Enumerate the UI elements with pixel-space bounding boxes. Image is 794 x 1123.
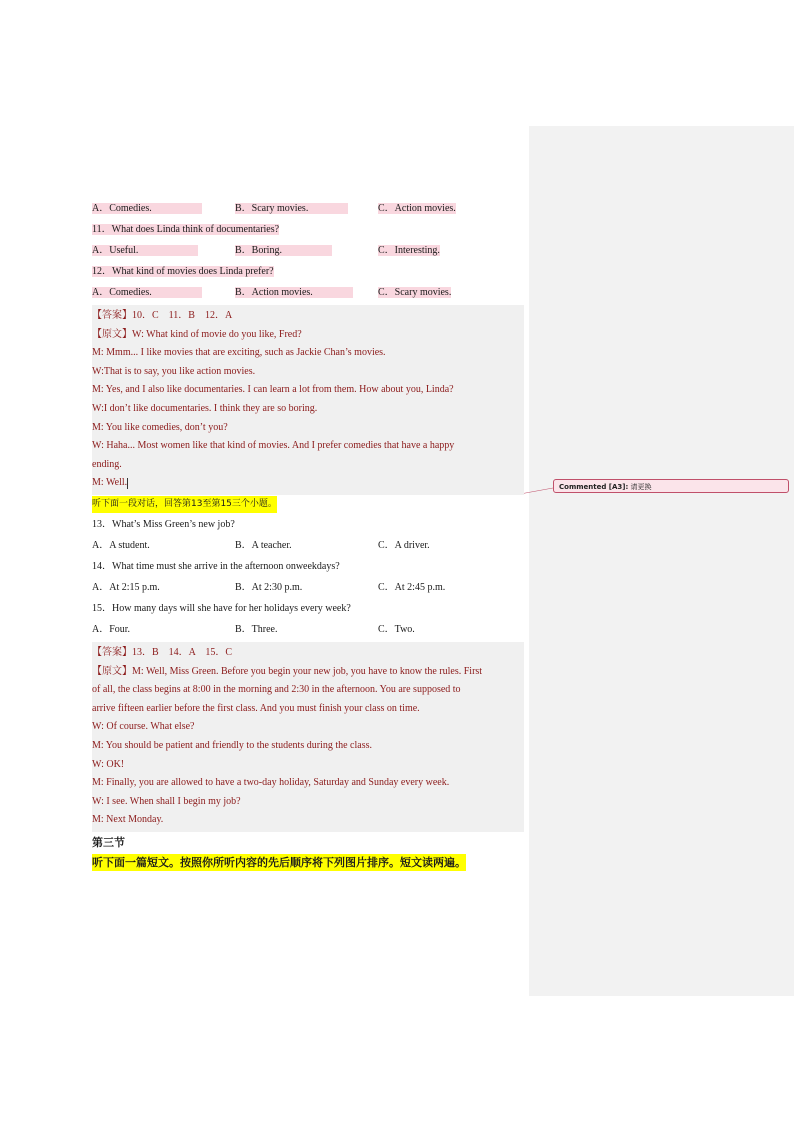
q11-option-a: A．Useful. xyxy=(92,245,139,256)
q12-option-b: B．Action movies. xyxy=(235,287,313,298)
q10-option-a: A．Comedies. xyxy=(92,203,152,214)
answer-tag-2: 【答案】 xyxy=(92,646,132,658)
transcript-line: M: Mmm... I like movies that are exciting, such as Jackie Chan’s movies. xyxy=(92,347,386,359)
instruction-row-3 xyxy=(92,854,524,875)
q14-option-a: A．At 2:15 p.m. xyxy=(92,581,160,593)
q14-options xyxy=(92,579,524,600)
q14-question: 14．What time must she arrive in the afternoon onweekdays? xyxy=(92,560,340,572)
answer-tag-1: 【答案】 xyxy=(92,310,132,321)
section-3-title: 第三节 xyxy=(92,835,125,849)
transcript-line: 【原文】W: What kind of movie do you like, Fred? xyxy=(92,328,302,340)
q12-option-a: A．Comedies. xyxy=(92,287,152,298)
comment-text: 请更换 xyxy=(630,483,652,491)
answer-text-2: 13．B 14．A 15．C xyxy=(132,646,233,658)
q11-question-row xyxy=(92,221,524,242)
transcript-line: ending. xyxy=(92,458,122,470)
transcript-line: W: Haha... Most women like that kind of movies. And I prefer comedies that have a happy xyxy=(92,440,455,452)
q11-option-b: B．Boring. xyxy=(235,245,282,256)
transcript-line: M: You should be patient and friendly to the students during the class. xyxy=(92,739,372,751)
q15-option-b: B．Three. xyxy=(235,623,278,635)
instruction-3: 听下面一篇短文。按照你所听内容的先后顺序将下列图片排序。短文读两遍。 xyxy=(92,855,466,869)
answer-block-1 xyxy=(92,305,524,495)
q12-option-c: C．Scary movies. xyxy=(378,287,452,298)
transcript-line: M: Finally, you are allowed to have a two-day holiday, Saturday and Sunday every week. xyxy=(92,777,450,789)
q10-option-b: B．Scary movies. xyxy=(235,203,309,214)
transcript-line: arrive fifteen earlier before the first class. And you must finish your class on time. xyxy=(92,702,420,714)
transcript-line: M: Yes, and I also like documentaries. I can learn a lot from them. How about you, Linda? xyxy=(92,384,454,396)
q11-question: 11．What does Linda think of documentaries? xyxy=(92,224,280,235)
q13-options xyxy=(92,537,524,558)
q10-option-c: C．Action movies. xyxy=(378,203,456,214)
transcript-line: of all, the class begins at 8:00 in the morning and 2:30 in the afternoon. You are supposed to xyxy=(92,684,461,696)
instruction-row-2 xyxy=(92,495,524,516)
q15-option-c: C．Two. xyxy=(378,623,415,635)
q13-option-c: C．A driver. xyxy=(378,539,430,551)
q14-option-b: B．At 2:30 p.m. xyxy=(235,581,303,593)
answer-block-2 xyxy=(92,642,524,832)
transcript-line: W: I see. When shall I begin my job? xyxy=(92,795,241,807)
q12-options xyxy=(92,284,524,305)
q15-option-a: A．Four. xyxy=(92,623,131,635)
instruction-2: 听下面一段对话，回答第13至第15三个小题。 xyxy=(92,496,277,513)
q10-options xyxy=(92,200,524,221)
q12-question-row xyxy=(92,263,524,284)
q15-options xyxy=(92,621,524,642)
answer-text-1: 10．C 11．B 12．A xyxy=(132,310,233,321)
transcript-tag-1: 【原文】 xyxy=(92,328,132,340)
transcript-line: M: Well. xyxy=(92,477,128,489)
transcript-line: M: You like comedies, don’t you? xyxy=(92,421,228,433)
answer-line-2 xyxy=(92,644,524,663)
q11-options xyxy=(92,242,524,263)
transcript-tag-2: 【原文】 xyxy=(92,665,132,677)
transcript-line: W: OK! xyxy=(92,758,125,770)
q14-option-c: C．At 2:45 p.m. xyxy=(378,581,446,593)
q15-question-row xyxy=(92,600,524,621)
comment-balloon[interactable] xyxy=(553,479,789,493)
text-cursor xyxy=(127,478,128,489)
q13-question-row xyxy=(92,516,524,537)
q12-question: 12．What kind of movies does Linda prefer? xyxy=(92,266,274,277)
comment-label: Commented [A3]: xyxy=(559,483,629,491)
q13-option-a: A．A student. xyxy=(92,539,150,551)
q13-option-b: B．A teacher. xyxy=(235,539,292,551)
transcript-line: M: Next Monday. xyxy=(92,814,164,826)
document-body xyxy=(92,200,524,875)
q11-option-c: C．Interesting. xyxy=(378,245,440,256)
comment-margin-pane xyxy=(529,126,794,996)
answer-line-1 xyxy=(92,307,524,326)
transcript-line: W:That is to say, you like action movies. xyxy=(92,365,256,377)
transcript-line: W: Of course. What else? xyxy=(92,721,195,733)
q14-question-row xyxy=(92,558,524,579)
q15-question: 15．How many days will she have for her holidays every week? xyxy=(92,602,351,614)
transcript-line: 【原文】M: Well, Miss Green. Before you begin your new job, you have to know the rules. First xyxy=(92,665,483,677)
transcript-line: W:I don’t like documentaries. I think they are so boring. xyxy=(92,402,318,414)
q13-question: 13．What’s Miss Green’s new job? xyxy=(92,518,235,530)
